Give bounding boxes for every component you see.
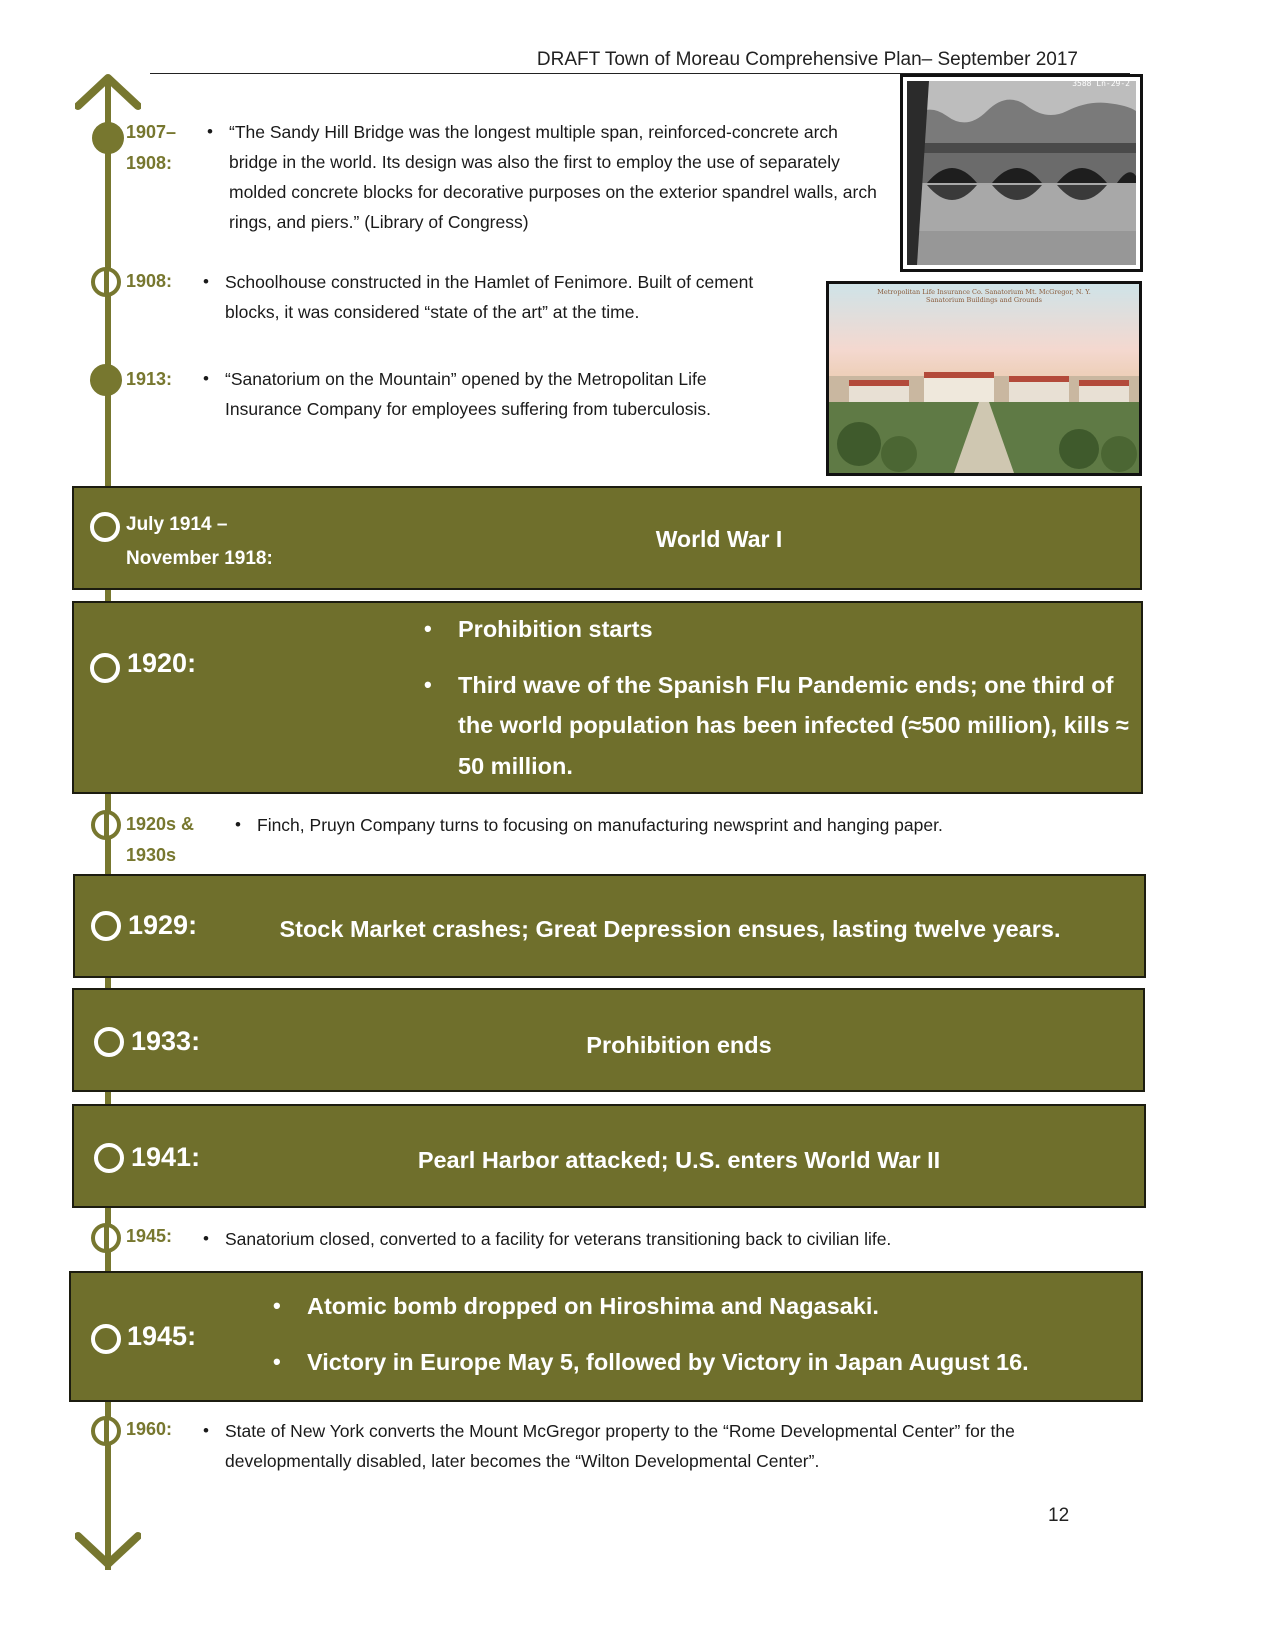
timeline-marker-ring bbox=[91, 1416, 121, 1446]
bridge-image bbox=[907, 81, 1136, 265]
sandy-hill-bridge-photo bbox=[900, 74, 1143, 272]
bullet-icon: • bbox=[273, 1349, 281, 1374]
page-number: 12 bbox=[1048, 1505, 1070, 1526]
band-item-text: Atomic bomb dropped on Hiroshima and Nagasaki. bbox=[307, 1293, 879, 1319]
band-list-item bbox=[273, 1345, 1127, 1379]
postcard-caption bbox=[829, 288, 1139, 304]
band-title: World War I bbox=[655, 526, 783, 552]
year-line: 1907– bbox=[126, 122, 177, 142]
entry-text-1920s bbox=[235, 810, 1117, 840]
timeline-marker-ring bbox=[94, 1027, 124, 1057]
entry-text-1908 bbox=[203, 267, 805, 327]
band-list-item bbox=[424, 609, 1138, 650]
entry-body: Schoolhouse constructed in the Hamlet of Fenimore. Built of cement blocks, it was considered “state of the art” at the time. bbox=[225, 272, 754, 322]
entry-year-1945: 1945: bbox=[126, 1226, 173, 1246]
timeline-marker-ring bbox=[90, 653, 120, 683]
arrow-down-icon bbox=[75, 1530, 141, 1570]
timeline-marker-ring bbox=[91, 911, 121, 941]
band-title: Pearl Harbor attacked; U.S. enters World War II bbox=[417, 1147, 941, 1173]
bullet-icon: • bbox=[203, 1421, 209, 1440]
entry-year-1960: 1960: bbox=[126, 1419, 173, 1439]
bullet-icon: • bbox=[203, 369, 209, 388]
page-header bbox=[150, 48, 1130, 74]
caption-line: Metropolitan Life Insurance Co. Sanatorium Mt. McGregor, N. Y. bbox=[877, 288, 1091, 296]
band-title: Stock Market crashes; Great Depression ensues, lasting twelve years. bbox=[279, 916, 1061, 942]
entry-text-1960 bbox=[203, 1416, 1085, 1476]
entry-body: “Sanatorium on the Mountain” opened by the Metropolitan Life Insurance Company for employees suffering from tuberculosis. bbox=[225, 369, 712, 419]
year-line: November 1918: bbox=[126, 548, 273, 569]
band-year: 1945: bbox=[127, 1321, 197, 1351]
year-line: July 1914 – bbox=[126, 514, 228, 535]
band-list bbox=[424, 609, 1138, 786]
band-1945 bbox=[69, 1271, 1143, 1402]
band-year: 1933: bbox=[131, 1026, 201, 1056]
photo-tag: 3588 Ln-29-2 bbox=[1072, 79, 1130, 88]
entry-body: “The Sandy Hill Bridge was the longest multiple span, reinforced-concrete arch bridge in the world. Its design was also the first to employ the use of separately molded concrete blocks for decorative purposes on the exterior spandrel walls, arch rings, and piers.” (Library of Congress) bbox=[229, 122, 877, 232]
band-year bbox=[126, 508, 273, 576]
entry-text-1945 bbox=[203, 1224, 1105, 1254]
band-list bbox=[273, 1289, 1127, 1379]
band-1933 bbox=[72, 988, 1145, 1092]
year-line: 1930s bbox=[126, 845, 177, 865]
band-list-item bbox=[273, 1289, 1127, 1323]
entry-body: Sanatorium closed, converted to a facility for veterans transitioning back to civilian life. bbox=[225, 1229, 892, 1249]
bullet-icon: • bbox=[207, 122, 213, 141]
band-1929 bbox=[73, 874, 1146, 978]
timeline-marker-ring bbox=[94, 1143, 124, 1173]
band-year: 1920: bbox=[127, 648, 197, 678]
band-ww1 bbox=[72, 486, 1142, 590]
bullet-icon: • bbox=[424, 616, 432, 641]
band-title: Prohibition ends bbox=[586, 1032, 772, 1058]
timeline-marker-ring bbox=[91, 267, 121, 297]
header-title: DRAFT Town of Moreau Comprehensive Plan– September 2017 bbox=[536, 49, 1078, 70]
entry-year-1907 bbox=[126, 117, 176, 179]
entry-body: State of New York converts the Mount McGregor property to the “Rome Developmental Center” for the developmentally disabled, later becomes the “Wilton Developmental Center”. bbox=[225, 1421, 1015, 1471]
sanatorium-image bbox=[829, 284, 1139, 473]
entry-year-1920s bbox=[126, 809, 194, 871]
entry-year-1913: 1913: bbox=[126, 369, 173, 389]
entry-text-1913 bbox=[203, 364, 785, 424]
band-item-text: Third wave of the Spanish Flu Pandemic ends; one third of the world population has been infected (≈500 million), kills ≈ 50 million. bbox=[458, 671, 1129, 779]
arrow-up-icon bbox=[75, 72, 141, 112]
timeline-marker-ring bbox=[91, 1324, 121, 1354]
timeline-marker-filled bbox=[90, 364, 122, 396]
bullet-icon: • bbox=[424, 671, 432, 697]
entry-year-1908: 1908: bbox=[126, 271, 173, 291]
band-item-text: Victory in Europe May 5, followed by Victory in Japan August 16. bbox=[307, 1349, 1029, 1375]
band-year: 1941: bbox=[131, 1142, 201, 1172]
year-line: 1908: bbox=[126, 153, 173, 173]
entry-text-1907 bbox=[207, 117, 879, 237]
caption-line: Sanatorium Buildings and Grounds bbox=[926, 296, 1042, 304]
entry-body: Finch, Pruyn Company turns to focusing on manufacturing newsprint and hanging paper. bbox=[257, 815, 943, 835]
timeline-marker-ring bbox=[91, 810, 121, 840]
band-1941 bbox=[72, 1104, 1146, 1208]
band-list-item bbox=[424, 665, 1138, 787]
bullet-icon: • bbox=[203, 1229, 209, 1248]
year-line: 1920s & bbox=[126, 814, 195, 834]
band-year: 1929: bbox=[128, 910, 198, 940]
bullet-icon: • bbox=[203, 272, 209, 291]
band-1920 bbox=[72, 601, 1143, 794]
band-item-text: Prohibition starts bbox=[458, 616, 653, 642]
bullet-icon: • bbox=[273, 1293, 281, 1318]
bullet-icon: • bbox=[235, 815, 241, 834]
timeline-marker-ring bbox=[90, 512, 120, 542]
timeline-marker-ring bbox=[91, 1223, 121, 1253]
timeline-marker-filled bbox=[92, 122, 124, 154]
sanatorium-postcard-photo bbox=[826, 281, 1142, 476]
